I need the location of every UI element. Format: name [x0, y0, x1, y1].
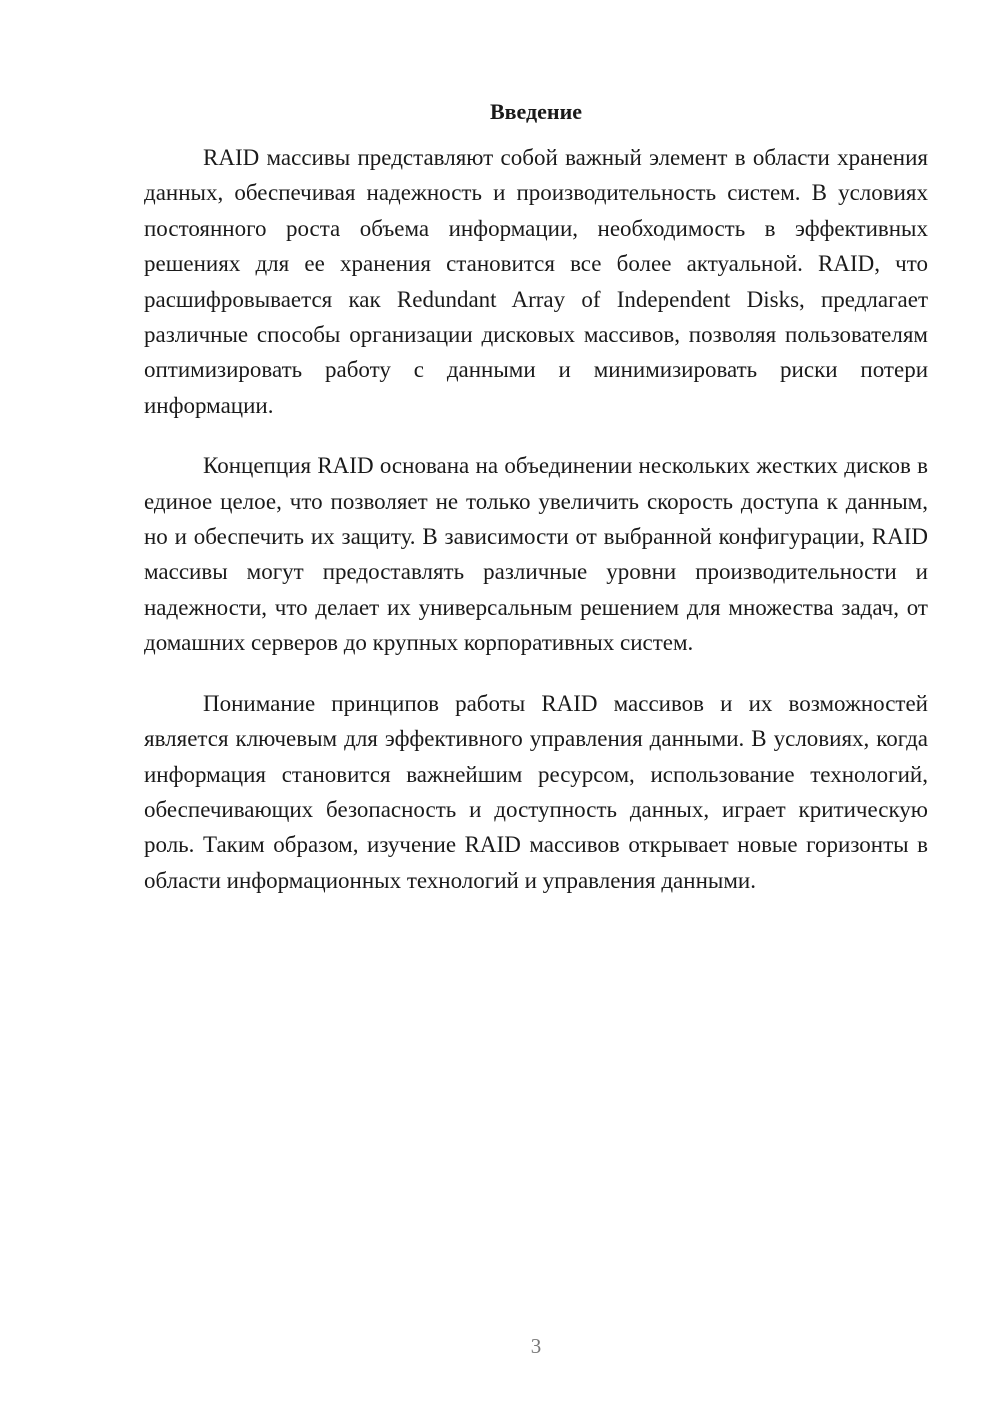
- page-title: Введение: [489, 99, 583, 124]
- page-number: 3: [530, 1334, 542, 1358]
- paragraph-2: Концепция RAID основана на объединении нескольких жестких дисков в единое целое, что позволяет не только увеличить скорость доступа к данным, но и обеспечить их защиту. В зависимости от выбранной конфигурации, RAID массивы могут предоставлять различные уровни производительности и надежности, что делает их универсальным решением для множества задач, от домашних серверов до крупных корпоративных систем.: [144, 453, 928, 656]
- paragraph-3: Понимание принципов работы RAID массивов и их возможностей является ключевым для эффективного управления данными. В условиях, когда информация становится важнейшим ресурсом, использование технологий, обеспечивающих безопасность и доступность данных, играет критическую роль. Таким образом, изучение RAID массивов открывает новые горизонты в области информационных технологий и управления данными.: [144, 690, 928, 893]
- document-body: [144, 140, 928, 923]
- paragraph-1: RAID массивы представляют собой важный элемент в области хранения данных, обеспечивая надежность и производительность систем. В условиях постоянного роста объема информации, необходимость в эффективных решениях для ее хранения становится все более актуальной. RAID, что расшифровывается как Redundant Array of Independent Disks, предлагает различные способы организации дисковых массивов, позволяя пользователям оптимизировать работу с данными и минимизировать риски потери информации.: [144, 145, 928, 418]
